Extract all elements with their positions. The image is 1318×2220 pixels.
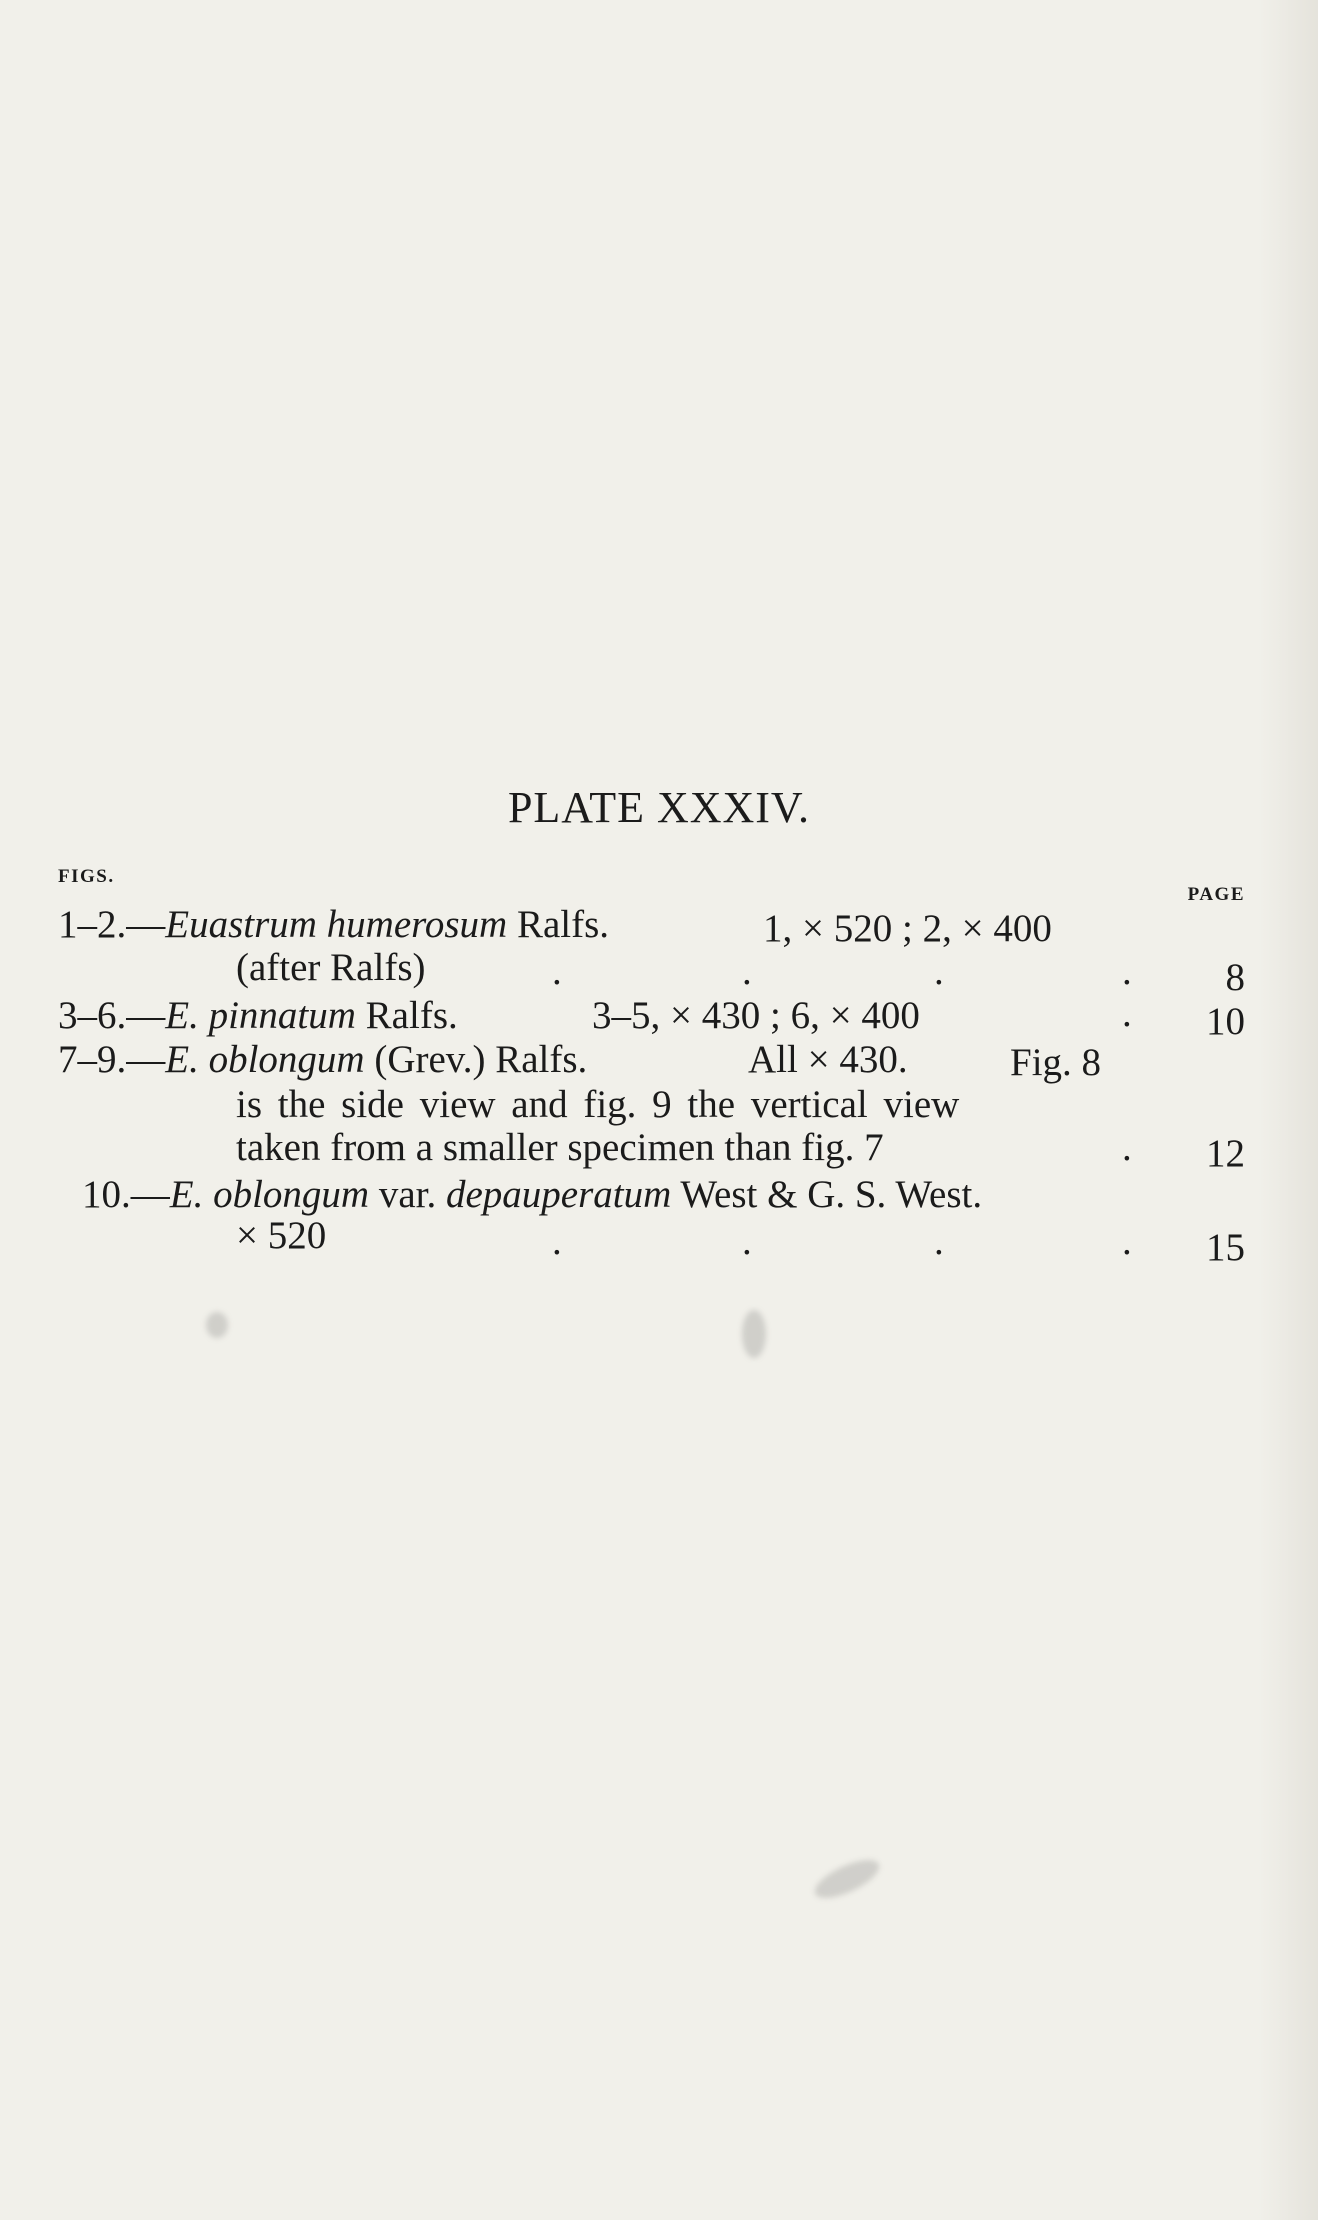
leader-dot: . xyxy=(742,1220,752,1263)
entry-authority: Ralfs. xyxy=(507,903,610,946)
entry-1-page: 8 xyxy=(1225,956,1245,999)
page-column-header: PAGE xyxy=(1187,884,1245,905)
leader-dot: . xyxy=(1122,950,1132,993)
entry-1-line-1 xyxy=(58,905,609,944)
entry-3-note: All × 430. xyxy=(748,1038,908,1081)
leader-dot: . xyxy=(552,950,562,993)
entry-1-line-2: (after Ralfs) xyxy=(236,946,426,989)
entry-species: Euastrum humerosum xyxy=(165,903,508,946)
entry-4-line-2: × 520 xyxy=(236,1214,327,1257)
entry-3-page: 12 xyxy=(1206,1132,1245,1175)
entry-fig-number: 7–9.— xyxy=(58,1038,166,1081)
entry-authority: West & G. S. West. xyxy=(671,1173,983,1216)
entry-genus: E. xyxy=(169,1173,204,1216)
leader-dot: . xyxy=(1122,1220,1132,1263)
paper-spot xyxy=(742,1310,766,1358)
entry-1-note: 1, × 520 ; 2, × 400 xyxy=(763,907,1052,950)
entry-2-line-1 xyxy=(58,996,458,1035)
leader-dot: . xyxy=(552,1220,562,1263)
entry-2-page: 10 xyxy=(1206,1000,1245,1043)
entry-3-line-3: taken from a smaller specimen than fig. 7 xyxy=(236,1126,884,1169)
entry-fig-number: 1–2.— xyxy=(58,903,166,946)
entry-authority: (Grev.) Ralfs. xyxy=(364,1038,588,1081)
entry-species: oblongum xyxy=(208,1038,365,1081)
leader-dot: . xyxy=(934,1220,944,1263)
figs-column-header: FIGS. xyxy=(58,866,115,887)
entry-3-line-1 xyxy=(58,1040,587,1079)
leader-dot: . xyxy=(934,950,944,993)
entry-genus: E. xyxy=(165,994,199,1037)
entry-4-page: 15 xyxy=(1206,1226,1245,1269)
entry-species: pinnatum xyxy=(208,994,356,1037)
entry-3-note-2: Fig. 8 xyxy=(1010,1041,1102,1084)
plate-title: PLATE XXXIV. xyxy=(507,783,811,832)
leader-dot: . xyxy=(742,950,752,993)
entry-3-line-2: is the side view and fig. 9 the vertical view xyxy=(236,1083,960,1126)
paper-spot xyxy=(206,1312,228,1338)
entry-species: oblongum xyxy=(213,1173,370,1216)
entry-2-note: 3–5, × 430 ; 6, × 400 xyxy=(592,994,920,1037)
leader-dot: . xyxy=(1122,992,1132,1035)
leader-dot: . xyxy=(1122,1126,1132,1169)
entry-fig-number: 3–6.— xyxy=(58,994,166,1037)
entry-genus: E. xyxy=(165,1038,199,1081)
entry-var: var. xyxy=(369,1173,446,1216)
entry-variety: depauperatum xyxy=(445,1173,672,1216)
entry-fig-number: 10.— xyxy=(82,1173,170,1216)
entry-authority: Ralfs. xyxy=(355,994,458,1037)
entry-4-line-1 xyxy=(82,1175,982,1214)
paper-spot xyxy=(810,1852,884,1905)
page-shadow xyxy=(1258,0,1318,2220)
